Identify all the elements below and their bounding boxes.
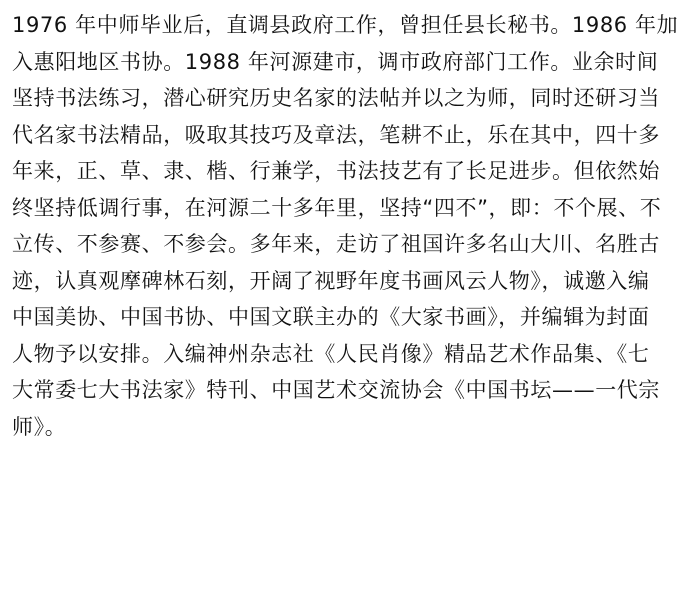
text-line: 迹，认真观摩碑林石刻，开阔了视野年度书画风云人物》，诚邀入编 xyxy=(12,268,650,293)
text-line: 年来，正、草、隶、楷、行兼学，书法技艺有了长足进步。但依然始 xyxy=(12,159,660,183)
text-line: 立传、不参赛、不参会。多年来，走访了祖国许多名山大川、名胜古 xyxy=(12,232,660,256)
text-line: 中国美协、中国书协、中国文联主办的《大家书画》，并编辑为封面 xyxy=(12,305,650,329)
text-line: 代名家书法精品，吸取其技巧及章法，笔耕不止，乐在其中，四十多 xyxy=(12,122,660,147)
text-line: 师》。 xyxy=(12,414,67,439)
text-line: 入惠阳地区书协。1988 年河源建市，调市政府部门工作。业余时间 xyxy=(12,49,659,74)
text-line: 坚持书法练习，潜心研究历史名家的法帖并以之为师，同时还研习当 xyxy=(12,86,660,110)
text-line: 人物予以安排。入编神州杂志社《人民肖像》精品艺术作品集、《七 xyxy=(12,341,650,366)
document-body xyxy=(12,7,688,445)
text-line: 大常委七大书法家》特刊、中国艺术交流协会《中国书坛——一代宗 xyxy=(12,378,660,402)
text-line: 终坚持低调行事，在河源二十多年里，坚持“四不”，即：不个展、不 xyxy=(12,195,662,220)
text-line: 1976 年中师毕业后，直调县政府工作，曾担任县长秘书。1986 年加 xyxy=(12,13,679,37)
